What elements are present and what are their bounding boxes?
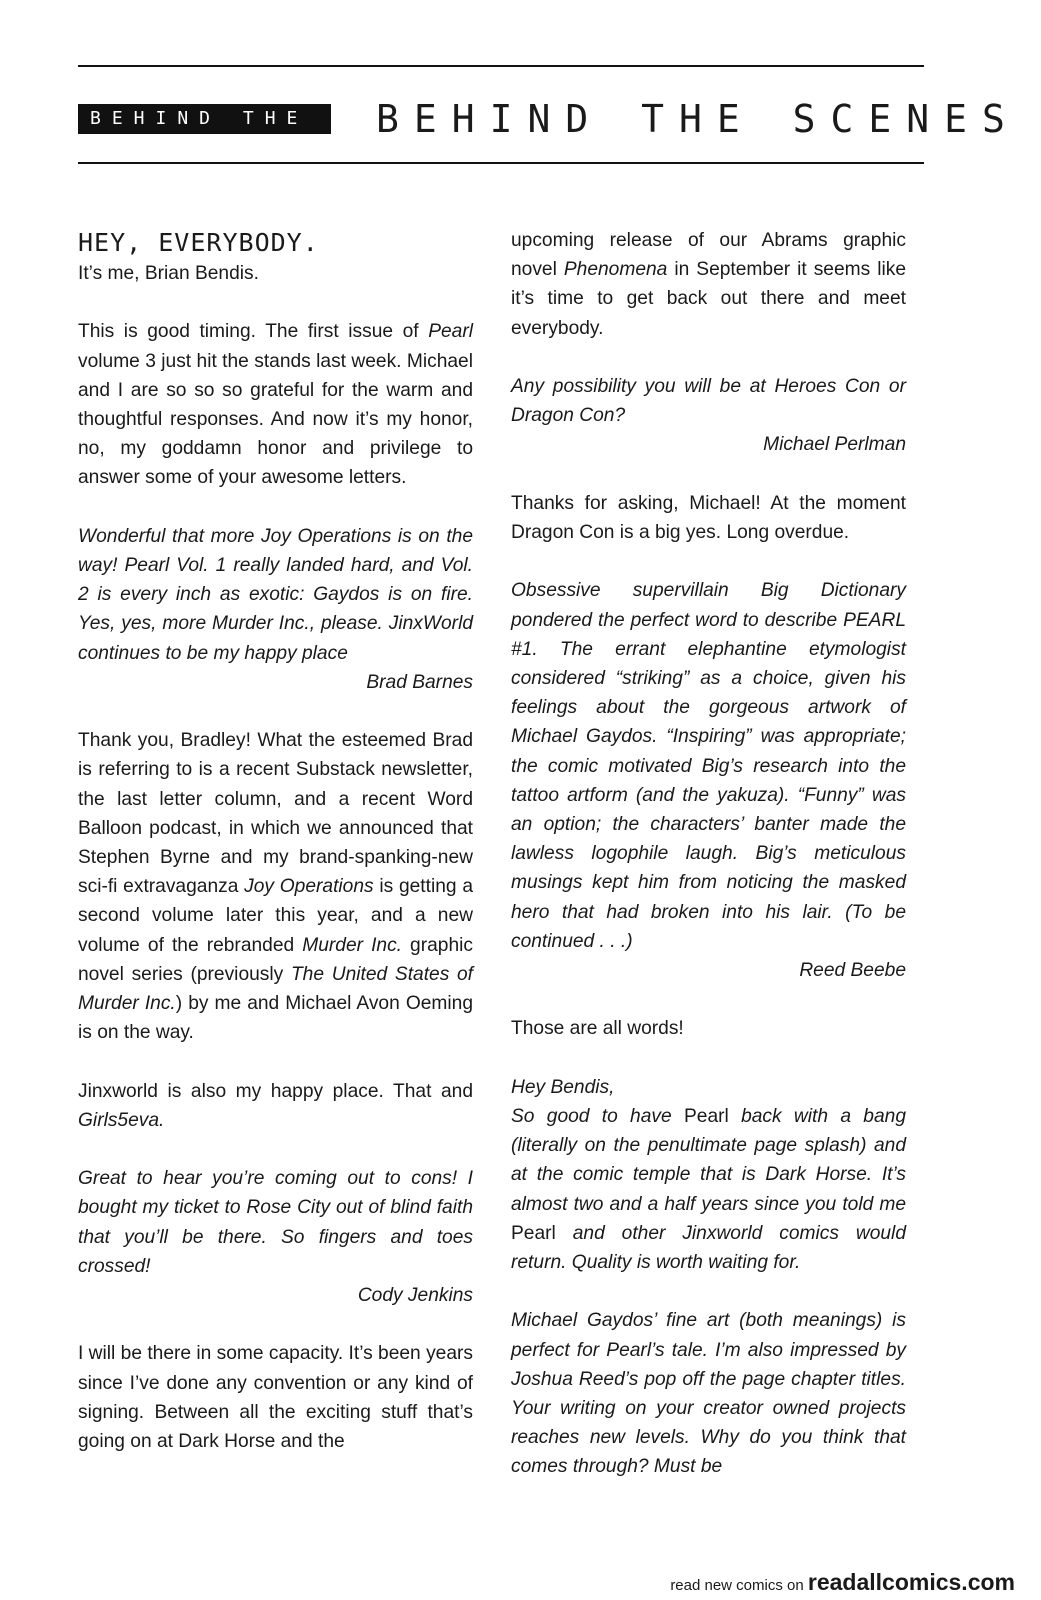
header-bottom-rule (78, 162, 924, 164)
answer-paragraph-3 (78, 1077, 473, 1135)
text-span: Phenomena (563, 259, 668, 281)
text-span: back with a bang (literally on the penultimate page splash) and at the comic temple that is Dark Horse. It’s almost two and a half years since you told me (511, 1106, 906, 1215)
text-span: is getting a second volume later this year, and a new volume of the rebranded (78, 876, 473, 956)
header-top-rule (78, 65, 924, 67)
letter-brad: Wonderful that more Joy Operations is on the way! Pearl Vol. 1 really landed hard, and Vol. 2 is every inch as exotic: Gaydos is on fire. Yes, yes, more Murder Inc., please. JinxWorld continues to be my happy place (78, 525, 473, 664)
text-span: So good to have (511, 1106, 684, 1128)
site-watermark (670, 1569, 1015, 1596)
watermark-prefix: read new comics on (670, 1577, 808, 1594)
greeting-heading: HEY, EVERYBODY. (78, 228, 319, 257)
answer-paragraph-2 (78, 726, 473, 1047)
letter-michael: Any possibility you will be at Heroes Con or Dragon Con? (511, 376, 906, 427)
text-span: upcoming release of our Abrams graphic novel (511, 230, 906, 281)
text-span: This is good timing. The first issue of (78, 321, 429, 343)
signature-reed: Reed Beebe (799, 960, 906, 982)
letter-pearl (511, 1102, 906, 1277)
text-span: Joy Operations (244, 876, 374, 898)
text-span: Pearl (683, 1106, 729, 1128)
letter-greeting: Hey Bendis, (511, 1076, 615, 1098)
text-span: volume 3 just hit the stands last week. Michael and I are so so so grateful for the warm and thoughtful responses. And now it’s my honor, no, my goddamn honor and privilege to answer some of your awesome letters. (78, 350, 473, 489)
text-span: Thank you, Bradley! What the esteemed Brad is referring to is a recent Substack newsletter, the last letter column, and a recent Word Balloon podcast, in which we announced that Stephen Byrne and my brand-spanking-new sci-fi extravaganza (78, 730, 473, 898)
intro-paragraph (78, 259, 473, 288)
left-column (78, 226, 473, 1456)
header-badge: BEHIND THE (78, 104, 331, 134)
text-span: Pearl (428, 321, 473, 343)
letter-cody: Great to hear you’re coming out to cons! I bought my ticket to Rose City out of blind faith that you’ll be there. So fingers and toes crossed! (78, 1168, 473, 1277)
answer-paragraph-1 (78, 317, 473, 492)
text-span: Girls5eva. (78, 1109, 165, 1131)
text-span: and other Jinxworld comics would return. Quality is worth waiting for. (511, 1222, 906, 1274)
answer-paragraph-7: Those are all words! (511, 1018, 684, 1040)
page-title: BEHIND THE SCENES (376, 97, 1020, 141)
letter-gaydos: Michael Gaydos’ fine art (both meanings) is perfect for Pearl’s tale. I’m also impressed by Joshua Reed’s pop off the page chapter titles. Your writing on your creator owned projects reaches new levels. Why do you think that comes through? Must be (511, 1310, 906, 1478)
text-span: in September it seems like it’s time to get back out there and meet everybody. (511, 259, 907, 339)
text-span: The United States of Murder Inc. (78, 963, 473, 1015)
watermark-site[interactable]: readallcomics.com (807, 1569, 1015, 1595)
signature-brad: Brad Barnes (366, 671, 473, 693)
intro-text: It’s me, Brian Bendis. (78, 263, 259, 284)
text-span: Murder Inc. (302, 934, 402, 956)
text-span: graphic novel series (previously (78, 934, 473, 985)
letter-reed: Obsessive supervillain Big Dictionary pondered the perfect word to describe PEARL #1. The errant elephantine etymologist considered “striking” as a choice, given his feelings about the gorgeous artwork of Michael Gaydos. “Inspiring” was appropriate; the comic motivated Big’s research into the tattoo artform (and the yakuza). “Funny” was an option; the characters’ banter made the lawless logophile laugh. Big’s meticulous musings kept him from noticing the masked hero that had broken into his lair. (To be continued . . .) (511, 580, 906, 952)
text-span: ) by me and Michael Avon Oeming is on the way. (78, 993, 474, 1044)
signature-cody: Cody Jenkins (357, 1285, 473, 1307)
answer-paragraph-4: I will be there in some capacity. It’s been years since I’ve done any convention or any kind of signing. Between all the exciting stuff that’s going on at Dark Horse and the (78, 1343, 473, 1453)
answer-paragraph-5 (511, 226, 906, 343)
right-column (511, 226, 906, 1482)
text-span: Jinxworld is also my happy place. That and (78, 1080, 473, 1102)
signature-michael: Michael Perlman (763, 434, 906, 456)
text-span: Pearl (511, 1222, 556, 1244)
answer-paragraph-6: Thanks for asking, Michael! At the moment Dragon Con is a big yes. Long overdue. (511, 492, 906, 543)
